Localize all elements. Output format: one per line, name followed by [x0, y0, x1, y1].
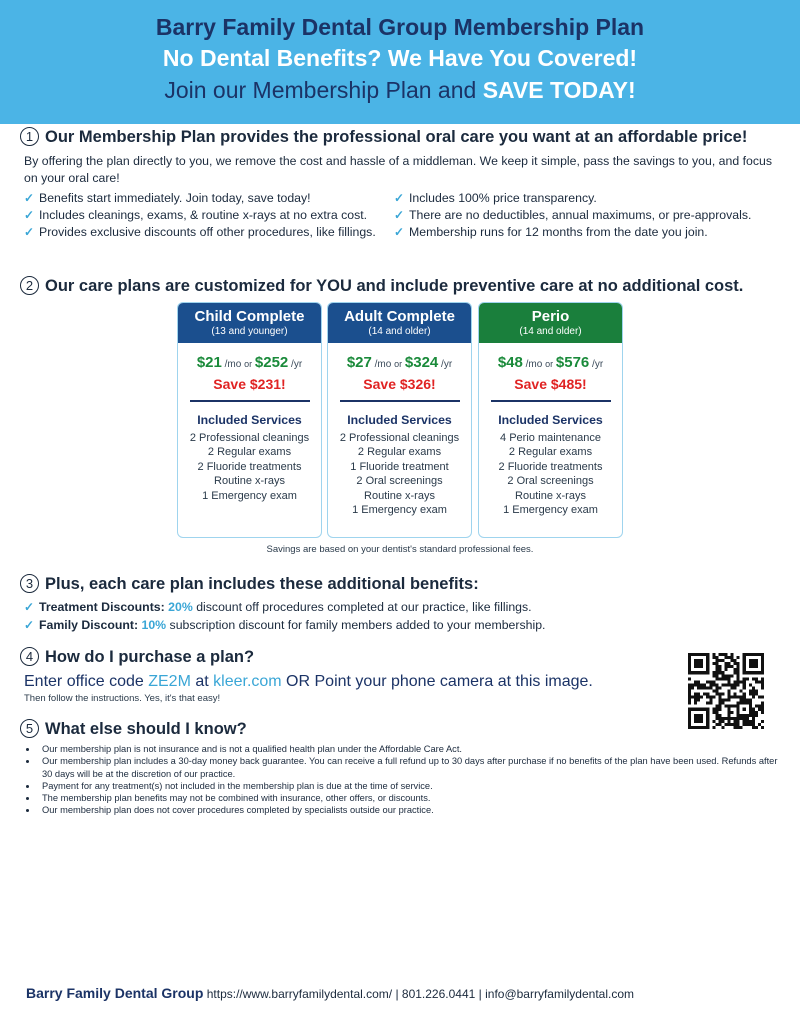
service-item: 2 Fluoride treatments	[197, 460, 302, 473]
check-item: ✓ There are no deductibles, annual maximums, or pre-approvals.	[394, 207, 764, 223]
plan-savings: Save $485!	[514, 376, 587, 392]
qr-code[interactable]	[688, 653, 764, 729]
service-item: 1 Emergency exam	[202, 489, 297, 502]
plan-age: (14 and older)	[519, 326, 582, 337]
check-item: ✓ Provides exclusive discounts off other procedures, like fillings.	[24, 224, 394, 240]
monthly-price: $48	[497, 354, 523, 371]
section-care-plans	[20, 276, 786, 296]
plan-header	[328, 303, 471, 343]
service-item: 1 Emergency exam	[503, 504, 598, 516]
footer-practice-name: Barry Family Dental Group	[26, 985, 204, 1001]
service-item: 4 Perio maintenance	[500, 431, 601, 444]
plan-header	[479, 303, 622, 343]
plan-savings: Save $231!	[213, 376, 286, 392]
service-item: 2 Regular exams	[207, 446, 292, 458]
benefit-treatment-discount	[24, 598, 786, 616]
section-3-title	[20, 574, 786, 594]
plan-price	[479, 354, 622, 371]
per-year-label: /yr	[592, 359, 604, 370]
per-month-label: /mo	[374, 359, 392, 370]
plan-cards	[177, 302, 623, 539]
service-item: Routine x-rays	[364, 489, 435, 502]
or-label: or	[394, 359, 403, 369]
section-1-title	[20, 127, 786, 147]
at-label: at	[190, 673, 214, 690]
kleer-link[interactable]: kleer.com	[213, 673, 282, 690]
yearly-price: $324	[404, 354, 439, 371]
per-year-label: /yr	[291, 359, 303, 370]
fine-print-item: • Our membership plan is not insurance and is not a qualified health plan under the Affordable Care Act.	[38, 743, 786, 755]
check-item: ✓ Membership runs for 12 months from the date you join.	[394, 224, 764, 240]
per-month-label: /mo	[224, 359, 242, 370]
benefit-text: subscription discount for family members added to your membership.	[166, 618, 546, 632]
section-5-title	[20, 719, 786, 739]
section-1-heading: Our Membership Plan provides the professional oral care you want at an affordable price!	[45, 128, 748, 146]
monthly-price: $21	[196, 354, 222, 371]
service-item: 2 Oral screenings	[356, 475, 443, 487]
purchase-instructions	[20, 673, 786, 691]
per-year-label: /yr	[441, 359, 453, 370]
step-number: 3	[20, 574, 39, 593]
fine-print-item: • The membership plan benefits may not be combined with insurance, other offers, or discounts.	[38, 792, 786, 804]
plan-card-perio	[478, 302, 623, 538]
service-item: 1 Fluoride treatment	[350, 460, 449, 473]
tagline-emphasis: SAVE TODAY!	[482, 77, 636, 103]
savings-note: Savings are based on your dentist's standard professional fees.	[266, 544, 534, 555]
check-item: ✓ Includes 100% price transparency.	[394, 190, 764, 206]
plan-name: Adult Complete	[344, 308, 455, 325]
per-month-label: /mo	[525, 359, 543, 370]
section-3-heading: Plus, each care plan includes these additional benefits:	[45, 575, 479, 593]
included-services-title: Included Services	[347, 412, 452, 427]
benefit-list	[20, 598, 786, 634]
enter-suffix: OR Point your phone camera at this image.	[281, 673, 593, 690]
section-purchase	[20, 647, 786, 704]
yearly-price: $252	[254, 354, 289, 371]
step-number: 4	[20, 647, 39, 666]
benefit-percent: 20%	[168, 600, 193, 614]
section-what-else	[20, 719, 786, 817]
benefit-text: discount off procedures completed at our practice, like fillings.	[192, 600, 532, 614]
plan-header	[178, 303, 321, 343]
plan-divider	[190, 400, 310, 402]
service-item: 2 Oral screenings	[507, 475, 594, 487]
check-item: ✓ Benefits start immediately. Join today, save today!	[24, 190, 394, 206]
checklist-left	[24, 190, 394, 241]
or-label: or	[545, 359, 554, 369]
yearly-price: $576	[555, 354, 590, 371]
feature-checklist	[20, 190, 786, 241]
step-number: 1	[20, 127, 39, 146]
benefit-family-discount	[24, 616, 786, 634]
header-subtitle: No Dental Benefits? We Have You Covered!	[162, 45, 638, 71]
service-item: 1 Emergency exam	[352, 504, 447, 516]
section-2-title	[20, 276, 786, 296]
fine-print-item: • Our membership plan does not cover procedures completed by specialists outside our practice.	[38, 804, 786, 816]
included-services-title: Included Services	[498, 412, 603, 427]
service-item: 2 Regular exams	[508, 446, 593, 458]
fine-print-item: • Payment for any treatment(s) not included in the membership plan is due at the time of service.	[38, 780, 786, 792]
plan-age: (13 and younger)	[211, 326, 288, 337]
office-code: ZE2M	[148, 673, 191, 690]
step-number: 2	[20, 276, 39, 295]
service-item: 2 Professional cleanings	[339, 431, 460, 444]
section-membership-plan	[20, 127, 786, 241]
fine-print-item: • Our membership plan includes a 30-day money back guarantee. You can receive a full refund up to 30 days after purchase if no benefits of the plan have been used. Refunds after 30 days will be at the discretion of our practice.	[38, 755, 786, 780]
footer-contact[interactable]: https://www.barryfamilydental.com/ | 801.226.0441 | info@barryfamilydental.com	[203, 987, 635, 1001]
plan-price	[328, 354, 471, 371]
or-label: or	[244, 359, 253, 369]
service-item: Routine x-rays	[515, 489, 586, 502]
section-additional-benefits	[20, 574, 786, 634]
section-2-heading: Our care plans are customized for YOU and include preventive care at no additional cost.	[45, 277, 744, 295]
plan-savings: Save $326!	[363, 376, 436, 392]
benefit-label: Treatment Discounts:	[39, 600, 165, 614]
plan-card-adult	[327, 302, 472, 538]
section-1-intro: By offering the plan directly to you, we remove the cost and hassle of a middleman. We keep it simple, pass the savings to you, and focus on your oral care!	[24, 154, 773, 185]
plan-name: Perio	[531, 308, 570, 325]
follow-instructions: Then follow the instructions. Yes, it's that easy!	[24, 693, 221, 704]
included-services-title: Included Services	[197, 412, 302, 427]
service-item: 2 Regular exams	[357, 446, 442, 458]
tagline-prefix: Join our Membership Plan and	[164, 77, 483, 103]
plan-price	[178, 354, 321, 371]
plan-name: Child Complete	[194, 308, 305, 325]
step-number: 5	[20, 719, 39, 738]
header-title: Barry Family Dental Group Membership Plan	[155, 14, 645, 40]
plan-age: (14 and older)	[368, 326, 431, 337]
section-4-title	[20, 647, 786, 667]
header-banner	[0, 0, 800, 124]
benefit-label: Family Discount:	[39, 618, 139, 632]
benefit-percent: 10%	[141, 618, 167, 632]
service-item: 2 Fluoride treatments	[498, 460, 603, 473]
fine-print-list	[20, 743, 786, 817]
checklist-right	[394, 190, 764, 241]
footer	[26, 985, 634, 1001]
section-4-heading: How do I purchase a plan?	[45, 648, 255, 666]
plan-divider	[340, 400, 460, 402]
monthly-price: $27	[346, 354, 372, 371]
service-item: 2 Professional cleanings	[189, 431, 310, 444]
check-item: ✓ Includes cleanings, exams, & routine x-rays at no extra cost.	[24, 207, 394, 223]
service-item: Routine x-rays	[214, 475, 285, 487]
plan-card-child	[177, 302, 322, 538]
section-5-heading: What else should I know?	[45, 720, 247, 738]
enter-prefix: Enter office code	[24, 673, 149, 690]
header-tagline	[0, 74, 800, 106]
plan-divider	[491, 400, 611, 402]
